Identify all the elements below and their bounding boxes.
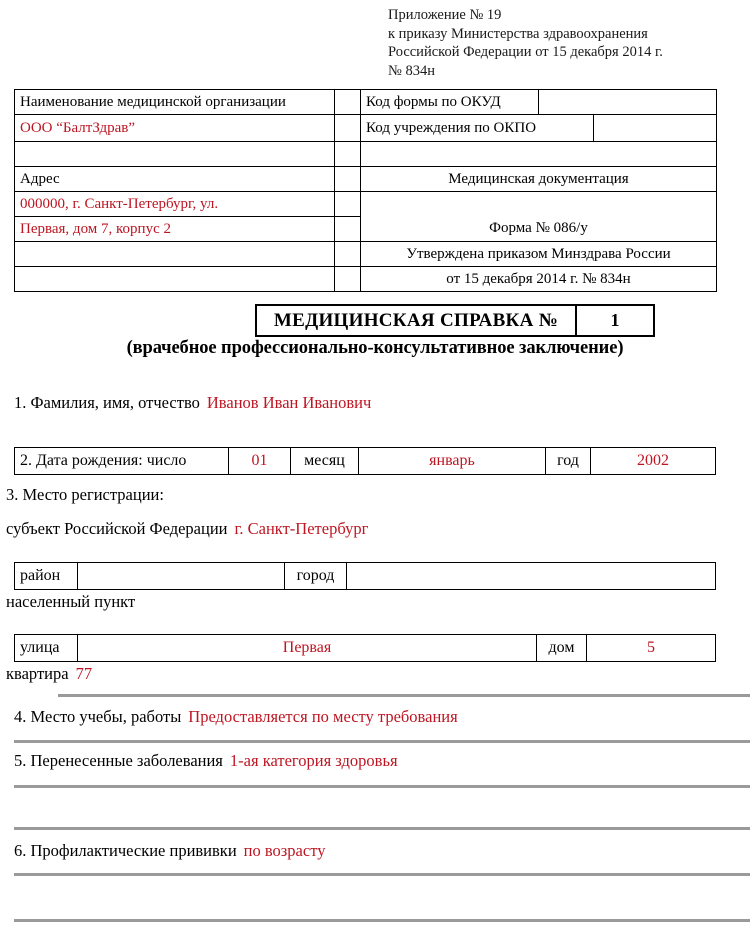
address-value-line-2[interactable]: Первая, дом 7, корпус 2	[15, 217, 335, 242]
vaccines-field	[14, 841, 325, 861]
approved-line-2: от 15 декабря 2014 г. № 834н	[361, 267, 717, 292]
settlement-field	[6, 592, 135, 612]
house-label: дом	[536, 635, 586, 661]
fio-field	[14, 393, 371, 413]
medical-documentation-label: Медицинская документация	[361, 167, 717, 192]
section-divider-3	[14, 785, 750, 788]
flat-label: квартира	[6, 664, 69, 683]
birth-day-value[interactable]: 01	[228, 448, 290, 474]
vaccines-label: 6. Профилактические прививки	[14, 841, 237, 860]
city-label: город	[284, 563, 346, 589]
organization-info-table	[14, 89, 717, 292]
birth-year-label: год	[545, 448, 590, 474]
org-name-value[interactable]: ООО “БалтЗдрав”	[15, 115, 335, 142]
form-number-label: Форма № 086/у	[361, 192, 717, 242]
header-note-line-2: к приказу Министерства здравоохранения	[388, 25, 648, 42]
birth-month-label: месяц	[290, 448, 358, 474]
appendix-header-note	[388, 6, 748, 80]
blank-cell-right-1	[361, 142, 717, 167]
table-row-org-value	[15, 115, 717, 142]
subject-value[interactable]: г. Санкт-Петербург	[234, 519, 369, 538]
spacer-cell	[335, 192, 361, 217]
district-value[interactable]	[77, 563, 284, 589]
spacer-cell	[335, 217, 361, 242]
spacer-cell	[335, 142, 361, 167]
table-row-approved-1	[15, 242, 717, 267]
subject-label: субъект Российской Федерации	[6, 519, 228, 538]
study-work-label: 4. Место учебы, работы	[14, 707, 182, 726]
spacer-cell	[335, 267, 361, 292]
section-divider-6	[14, 919, 750, 922]
district-label: район	[20, 567, 61, 584]
street-house-row	[14, 634, 716, 662]
okud-label: Код формы по ОКУД	[361, 90, 539, 115]
settlement-label: населенный пункт	[6, 592, 136, 611]
certificate-title-box	[255, 304, 655, 337]
table-row-approved-2	[15, 267, 717, 292]
study-work-value[interactable]: Предоставляется по месту требования	[188, 707, 458, 726]
okpo-label: Код учреждения по ОКПО	[366, 119, 537, 136]
table-row-org-label	[15, 90, 717, 115]
table-row-address-label	[15, 167, 717, 192]
approved-line-1: Утверждена приказом Минздрава России	[361, 242, 717, 267]
district-city-row	[14, 562, 716, 590]
blank-cell-left-1	[15, 142, 335, 167]
study-work-field	[14, 707, 458, 727]
table-row-address-line1	[15, 192, 717, 217]
section-divider-5	[14, 873, 750, 876]
registration-heading	[6, 485, 164, 505]
spacer-cell	[335, 167, 361, 192]
diseases-label: 5. Перенесенные заболевания	[14, 751, 223, 770]
certificate-number-value[interactable]: 1	[575, 306, 653, 335]
spacer-cell	[335, 115, 361, 142]
fio-label: 1. Фамилия, имя, отчество	[14, 393, 200, 412]
blank-cell-left-2	[15, 242, 335, 267]
registration-label: 3. Место регистрации:	[6, 485, 164, 504]
blank-cell-left-3	[15, 267, 335, 292]
birth-month-value[interactable]: январь	[358, 448, 545, 474]
birth-year-value[interactable]: 2002	[590, 448, 715, 474]
section-divider-4	[14, 827, 750, 830]
address-label: Адрес	[15, 167, 335, 192]
table-row-blank-1	[15, 142, 717, 167]
fio-value[interactable]: Иванов Иван Иванович	[206, 393, 372, 412]
org-name-label: Наименование медицинской организации	[15, 90, 335, 115]
birth-date-row	[14, 447, 716, 475]
spacer-cell	[335, 90, 361, 115]
okpo-value[interactable]	[593, 115, 716, 141]
header-note-line-1: Приложение № 19	[388, 7, 502, 23]
flat-value[interactable]: 77	[75, 664, 93, 683]
certificate-subtitle: (врачебное профессионально-консультативное заключение)	[126, 338, 624, 358]
page-title: МЕДИЦИНСКАЯ СПРАВКА №	[273, 309, 559, 331]
birth-date-label: 2. Дата рождения: число	[20, 452, 187, 469]
house-value[interactable]: 5	[586, 635, 715, 661]
street-label: улица	[20, 639, 60, 656]
address-value-line-1[interactable]: 000000, г. Санкт-Петербург, ул.	[15, 192, 335, 217]
spacer-cell	[335, 242, 361, 267]
subject-field	[6, 519, 368, 539]
header-note-line-4: № 834н	[388, 62, 435, 79]
vaccines-value[interactable]: по возрасту	[243, 841, 326, 860]
section-divider-1	[58, 694, 750, 697]
flat-field	[6, 664, 92, 684]
city-value[interactable]	[346, 563, 715, 589]
okpo-row-wrapper	[361, 115, 717, 142]
okud-value[interactable]	[539, 90, 717, 115]
diseases-value[interactable]: 1-ая категория здоровья	[229, 751, 398, 770]
section-divider-2	[14, 740, 750, 743]
diseases-field	[14, 751, 398, 771]
header-note-line-3: Российской Федерации от 15 декабря 2014 г.	[388, 44, 663, 60]
street-value[interactable]: Первая	[77, 635, 536, 661]
